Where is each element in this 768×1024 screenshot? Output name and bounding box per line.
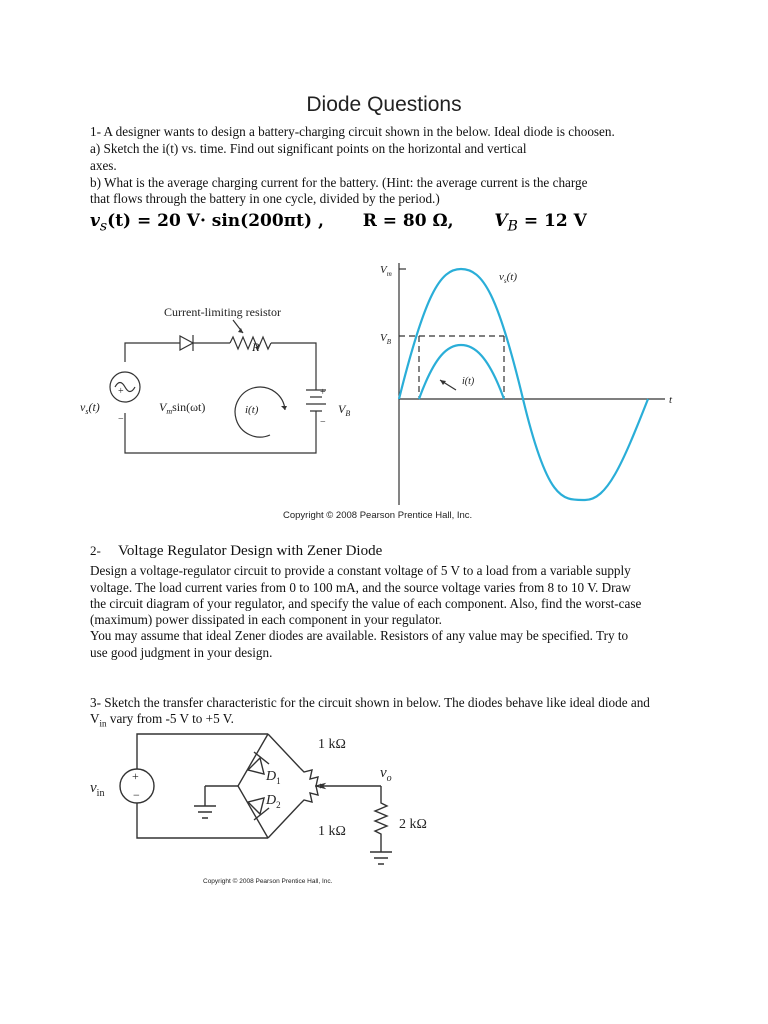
it-waveform [419, 345, 504, 399]
q2-line-2: voltage. The load current varies from 0 to 100 mA, and the source voltage varies from 8 to 10 V. Draw [90, 580, 631, 595]
vin-label: $v_{in}$ [90, 780, 105, 799]
q3-circuit [88, 728, 440, 888]
q2-line-4: (maximum) power dissipated in each component in your regulator. [90, 612, 442, 627]
q3-line-1: 3- Sketch the transfer characteristic for the circuit shown in below. The diodes behave like ideal diode and [90, 695, 650, 710]
d2-label: $D_2$ [266, 793, 281, 810]
source-minus: − [118, 414, 124, 425]
r2-label: 1 kΩ [318, 824, 346, 839]
q1-line-2: a) Sketch the i(t) vs. time. Find out significant points on the horizontal and vertical [90, 141, 527, 156]
vin-minus: − [133, 788, 140, 802]
vs-curve-label: $v_s(t)$ [499, 271, 518, 285]
q2-line-5: You may assume that ideal Zener diodes are available. Resistors of any value may be specified. Try to [90, 628, 629, 643]
source-expression: $V_m\sin(\omega t)$ [159, 400, 206, 416]
q1-line-3: axes. [90, 158, 117, 173]
resistor-caption: Current-limiting resistor [164, 305, 281, 319]
q2-line-3: the circuit diagram of your regulator, and specify the value of each component. Also, find the worst-case [90, 596, 642, 611]
it-curve-label: i(t) [462, 376, 475, 387]
q1-line-4: b) What is the average charging current for the battery. (Hint: the average current is the charge [90, 175, 588, 190]
battery-minus: − [320, 417, 326, 428]
q1-line-1: 1- A designer wants to design a battery-charging circuit shown in the below. Ideal diode is choosen. [90, 124, 615, 139]
q1-figure [80, 245, 700, 535]
r3-label: 2 kΩ [399, 817, 427, 832]
formula-r: R = 80 Ω, [362, 211, 454, 231]
q3-line-2: $V_{in}$ vary from -5 V to +5 V. [90, 711, 234, 729]
r1-label: 1 kΩ [318, 737, 346, 752]
vb-label: $V_B$ [380, 332, 392, 346]
vo-label: $v_o$ [380, 765, 392, 784]
q2-heading: 2- Voltage Regulator Design with Zener Diode [90, 543, 383, 559]
vin-plus: + [132, 769, 139, 783]
t-axis-label: t [669, 394, 673, 406]
battery-label: $V_B$ [338, 402, 351, 418]
d1-label: $D_1$ [266, 769, 281, 786]
source-label: $v_s(t)$ [80, 400, 100, 416]
waveform-axes [399, 263, 665, 505]
vm-label: $V_m$ [380, 264, 392, 278]
page-title: Diode Questions [306, 93, 462, 116]
source-plus: + [118, 386, 124, 397]
battery-plus: + [320, 387, 326, 398]
q1-formula: $v_s(t) = 20$ V· sin(200πt) , R = 80 Ω, $V_B = 12$ V [90, 211, 587, 235]
resistor-label: R [252, 340, 260, 354]
q1-copyright: Copyright © 2008 Pearson Prentice Hall, Inc. [283, 510, 473, 521]
q2-line-1: Design a voltage-regulator circuit to provide a constant voltage of 5 V to a load from a variable supply [90, 563, 631, 578]
q2-line-6: use good judgment in your design. [90, 645, 273, 660]
q1-line-5: that flows through the battery in one cycle, divided by the period.) [90, 191, 440, 206]
current-label: i(t) [245, 404, 259, 416]
vs-waveform [399, 269, 648, 500]
q3-copyright: Copyright © 2008 Pearson Prentice Hall, Inc. [203, 878, 333, 885]
